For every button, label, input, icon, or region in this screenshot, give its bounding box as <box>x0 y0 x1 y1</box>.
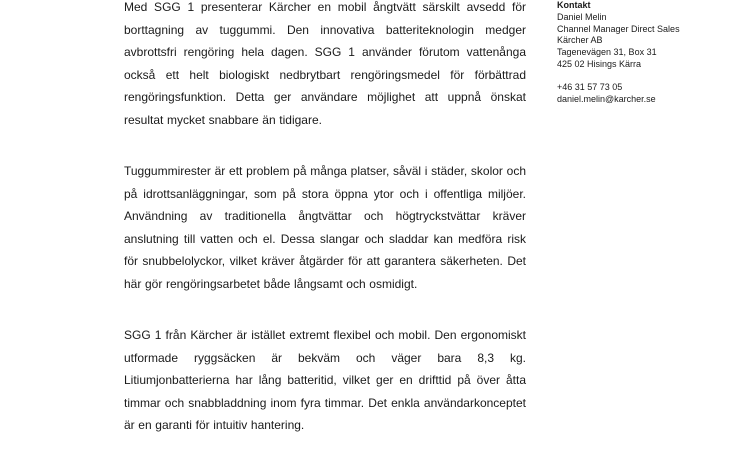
contact-name: Daniel Melin <box>557 11 607 22</box>
paragraph-intro: Med SGG 1 presenterar Kärcher en mobil ångtvätt särskilt avsedd för borttagning av tuggummi. Den innovativa batteriteknologin medger avbrottsfri rengöring hela dagen. SGG 1 använder förutom vattenånga också ett helt biologiskt nedbrytbart rengöringsmedel för förbättrad rengöringsfunktion. Detta ger användare möjlighet att uppnå önskat resultat mycket snabbare än tidigare. <box>124 0 526 127</box>
contact-spacer <box>557 71 742 82</box>
paragraph-problem: Tuggummirester är ett problem på många platser, såväl i städer, skolor och på idrottsanläggningar, som på stora öppna ytor och i offentliga miljöer. Användning av traditionella ångtvättar och högtryckstvättar kräver anslutning till vatten och el. Dessa slangar och sladdar kan medföra risk för snubbelolyckor, vilket kräver åtgärder för att garantera säkerheten. Det här gör rengöringsarbetet både långsamt och osmidigt. <box>124 164 526 291</box>
contact-role: Channel Manager Direct Sales <box>557 23 680 34</box>
contact-sidebar <box>557 0 742 105</box>
contact-phone[interactable]: +46 31 57 73 05 <box>557 81 623 92</box>
contact-title: Kontakt <box>557 0 591 10</box>
contact-postal: 425 02 Hisings Kärra <box>557 58 642 69</box>
contact-company: Kärcher AB <box>557 35 603 46</box>
contact-street: Tagenevägen 31, Box 31 <box>557 47 657 58</box>
press-release-body <box>124 0 526 466</box>
paragraph-solution: SGG 1 från Kärcher är istället extremt flexibel och mobil. Den ergonomiskt utformade ryggsäcken är bekväm och väger bara 8,3 kg. Litiumjonbatterierna har lång batteritid, vilket ger en drifttid på över åtta timmar och snabbladdning inom fyra timmar. Det enkla användarkonceptet är en garanti för intuitiv hantering. <box>124 328 526 432</box>
contact-email[interactable]: daniel.melin@karcher.se <box>557 93 656 104</box>
